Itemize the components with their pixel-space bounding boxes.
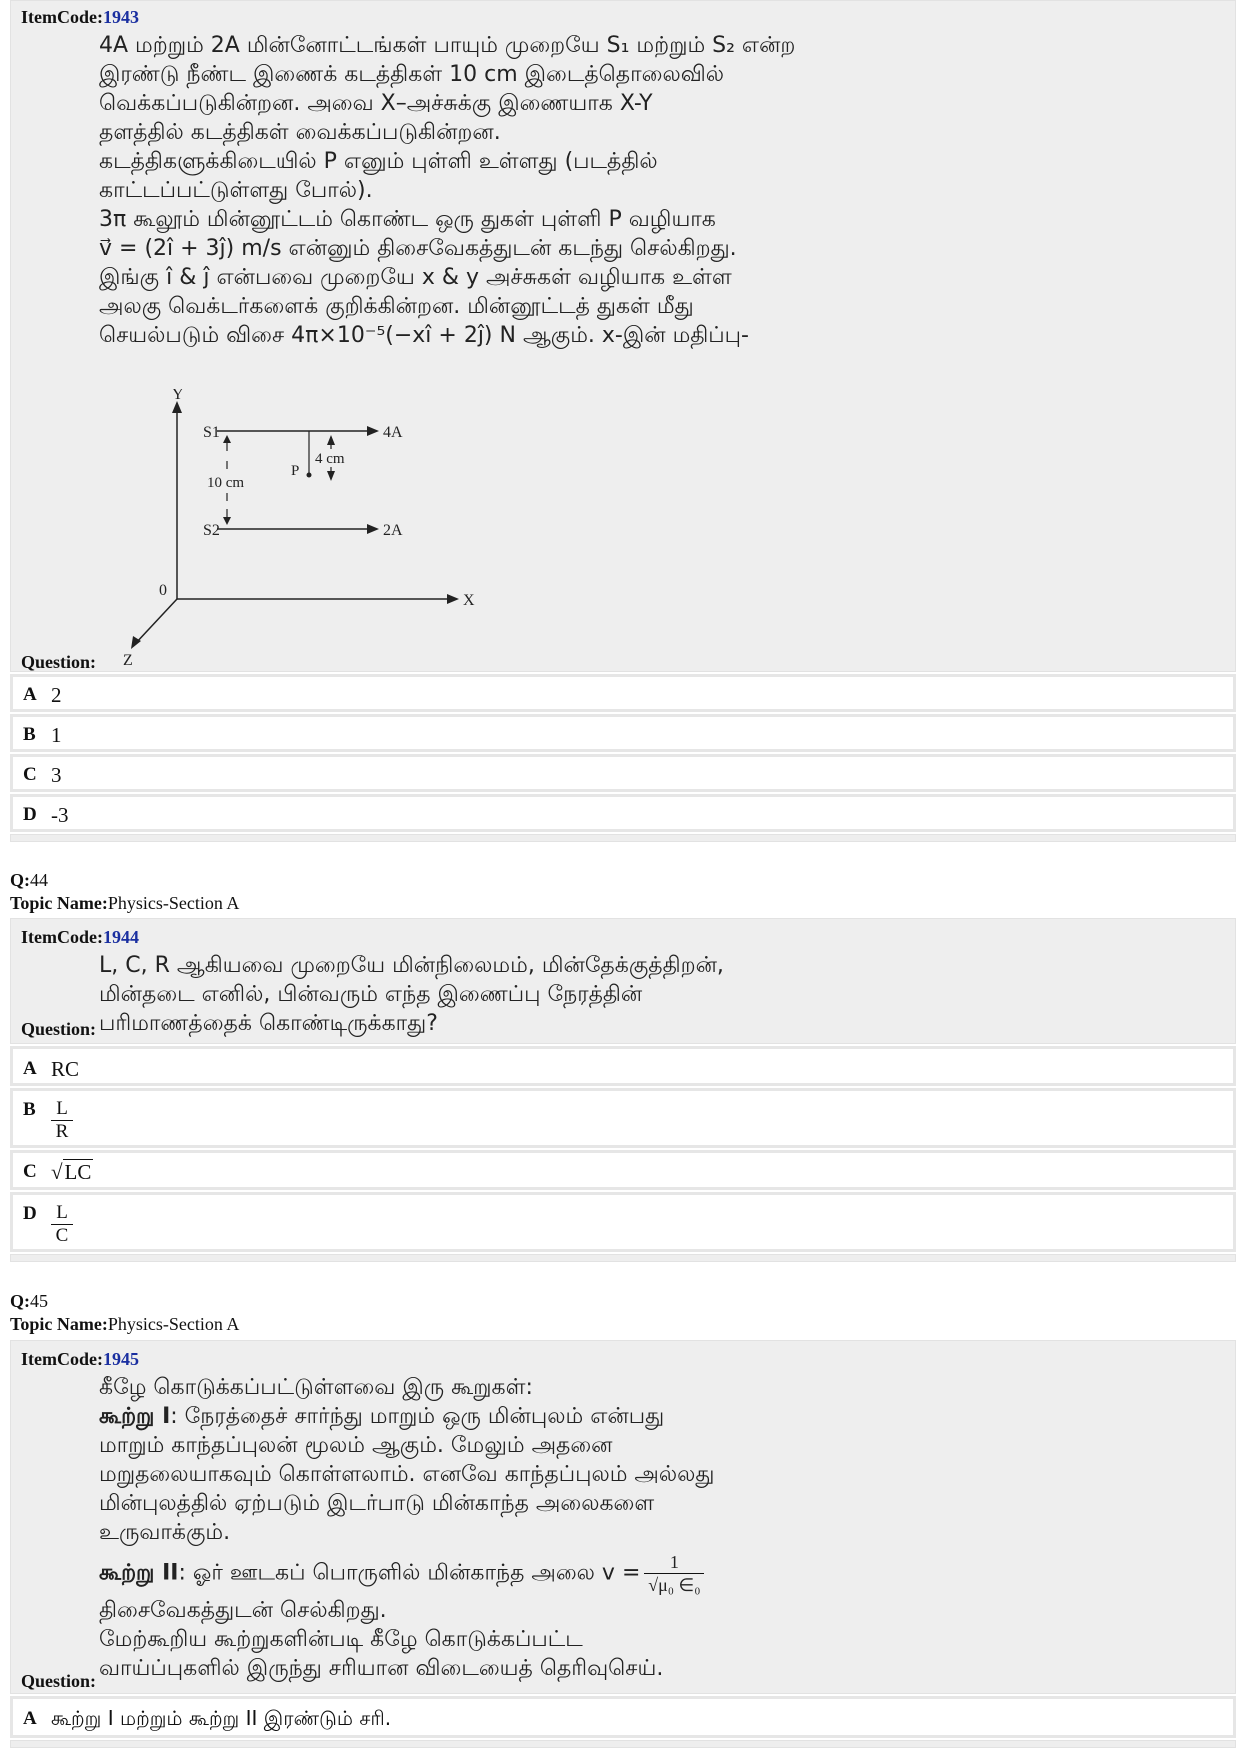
option-a[interactable]: A 2 <box>10 674 1236 712</box>
x-axis-label: X <box>463 592 475 609</box>
conductor-diagram <box>111 389 531 669</box>
question-panel-1944 <box>10 918 1236 1044</box>
question-text: கீழே கொடுக்கப்பட்டுள்ளவை இரு கூறுகள்: கூற்று I: நேரத்தைச் சார்ந்து மாறும் ஒரு மின்புலம் என்பது மாறும் காந்தப்புலன் மூலம் ஆகும். மேலும் அதனை மறுதலையாகவும் கொள்ளலாம். எனவே காந்தப்புலம் அல்லது மின்புலத்தில் ஏற்படும் இடர்பாடு மின்காந்த அலைகளை உருவாக்கும். கூற்று II: ஓர் ஊடகப் பொருளில் மின்காந்த அலை v = $\frac{1}{\text{√μ₀ ∈₀}}$ திசைவேகத்துடன் செல்கிறது. மேற்கூறிய கூற்றுகளின்படி கீழே கொடுக்கப்பட்ட வாய்ப்புகளில் இருந்து சரியான விடையைத் தெரிவுசெய். <box>99 1375 715 1681</box>
question-label: Question: <box>21 1019 97 1039</box>
topic-name: Topic Name:Physics-Section A <box>10 893 240 913</box>
option-a[interactable]: A கூற்று I மற்றும் கூற்று II இரண்டும் சரி. <box>10 1696 1236 1738</box>
question-text: 4A மற்றும் 2A மின்னோட்டங்கள் பாயும் முறையே S₁ மற்றும் S₂ என்ற இரண்டு நீண்ட இணைக் கடத்திகள் 10 cm இடைத்தொலைவில் வெக்கப்படுகின்றன. அவை X–அச்சுக்கு இணையாக X-Y தளத்தில் கடத்திகள் வைக்கப்படுகின்றன. கடத்திகளுக்கிடையில் P எனும் புள்ளி உள்ளது (படத்தில் காட்டப்பட்டுள்ளது போல்). 3π கூலூம் மின்னூட்டம் கொண்ட ஒரு துகள் புள்ளி P வழியாக v⃗ = (2î + 3ĵ) m/s என்னும் திசைவேகத்துடன் கடந்து செல்கிறது. இங்கு î & ĵ என்பவை முறையே x & y அச்சுகள் வழியாக உள்ள அலகு வெக்டர்களைக் குறிக்கின்றன. மின்னூட்டத் துகள் மீது செயல்படும் விசை 4π×10⁻⁵(−xî + 2ĵ) N ஆகும். x-இன் மதிப்பு- <box>99 33 796 348</box>
y-axis-label: Y <box>172 389 184 403</box>
current-s1: 4A <box>383 424 403 441</box>
fraction-l-over-c: $\frac{L}{C}$ <box>51 1202 73 1247</box>
question-number: Q:45 <box>10 1291 48 1311</box>
panel-bottom-strip <box>10 834 1236 842</box>
option-c[interactable]: C √LC <box>10 1150 1236 1190</box>
option-c[interactable]: C 3 <box>10 754 1236 792</box>
question-label: Question: <box>21 1671 97 1691</box>
question-panel-1945 <box>10 1340 1236 1694</box>
option-b[interactable]: B 1 <box>10 714 1236 752</box>
option-d[interactable]: D $\frac{L}{C}$ <box>10 1192 1236 1252</box>
origin-label: 0 <box>159 582 167 599</box>
panel-bottom-strip <box>10 1740 1236 1748</box>
topic-name: Topic Name:Physics-Section A <box>10 1314 240 1334</box>
item-code: ItemCode:1943 <box>21 7 139 27</box>
question-text: L, C, R ஆகியவை முறையே மின்நிலைமம், மின்தேக்குத்திறன், மின்தடை எனில், பின்வரும் எந்த இணைப்பு நேரத்தின் பரிமாணத்தைக் கொண்டிருக்காது? <box>99 953 724 1036</box>
option-d[interactable]: D -3 <box>10 794 1236 832</box>
s2-label: S2 <box>203 522 220 539</box>
point-p <box>307 473 312 478</box>
s1-label: S1 <box>203 424 220 441</box>
fraction-l-over-r: $\frac{L}{R}$ <box>51 1098 73 1143</box>
item-code: ItemCode:1945 <box>21 1349 139 1369</box>
sqrt-lc: √LC <box>51 1160 92 1184</box>
option-b[interactable]: B $\frac{L}{R}$ <box>10 1088 1236 1148</box>
item-code: ItemCode:1944 <box>21 927 139 947</box>
speed-formula: $\frac{1}{\text{√μ₀ ∈₀}}$ <box>644 1551 704 1596</box>
question-panel-1943 <box>10 0 1236 672</box>
separation-label: 10 cm <box>207 475 245 491</box>
question-label: Question: <box>21 652 97 672</box>
option-a[interactable]: A RC <box>10 1046 1236 1086</box>
panel-bottom-strip <box>10 1254 1236 1262</box>
current-s2: 2A <box>383 522 403 539</box>
question-number: Q:44 <box>10 870 48 890</box>
z-axis <box>135 599 177 644</box>
point-p-label: P <box>291 463 300 479</box>
z-axis-label: Z <box>123 652 133 669</box>
pdist-label: 4 cm <box>315 451 345 467</box>
